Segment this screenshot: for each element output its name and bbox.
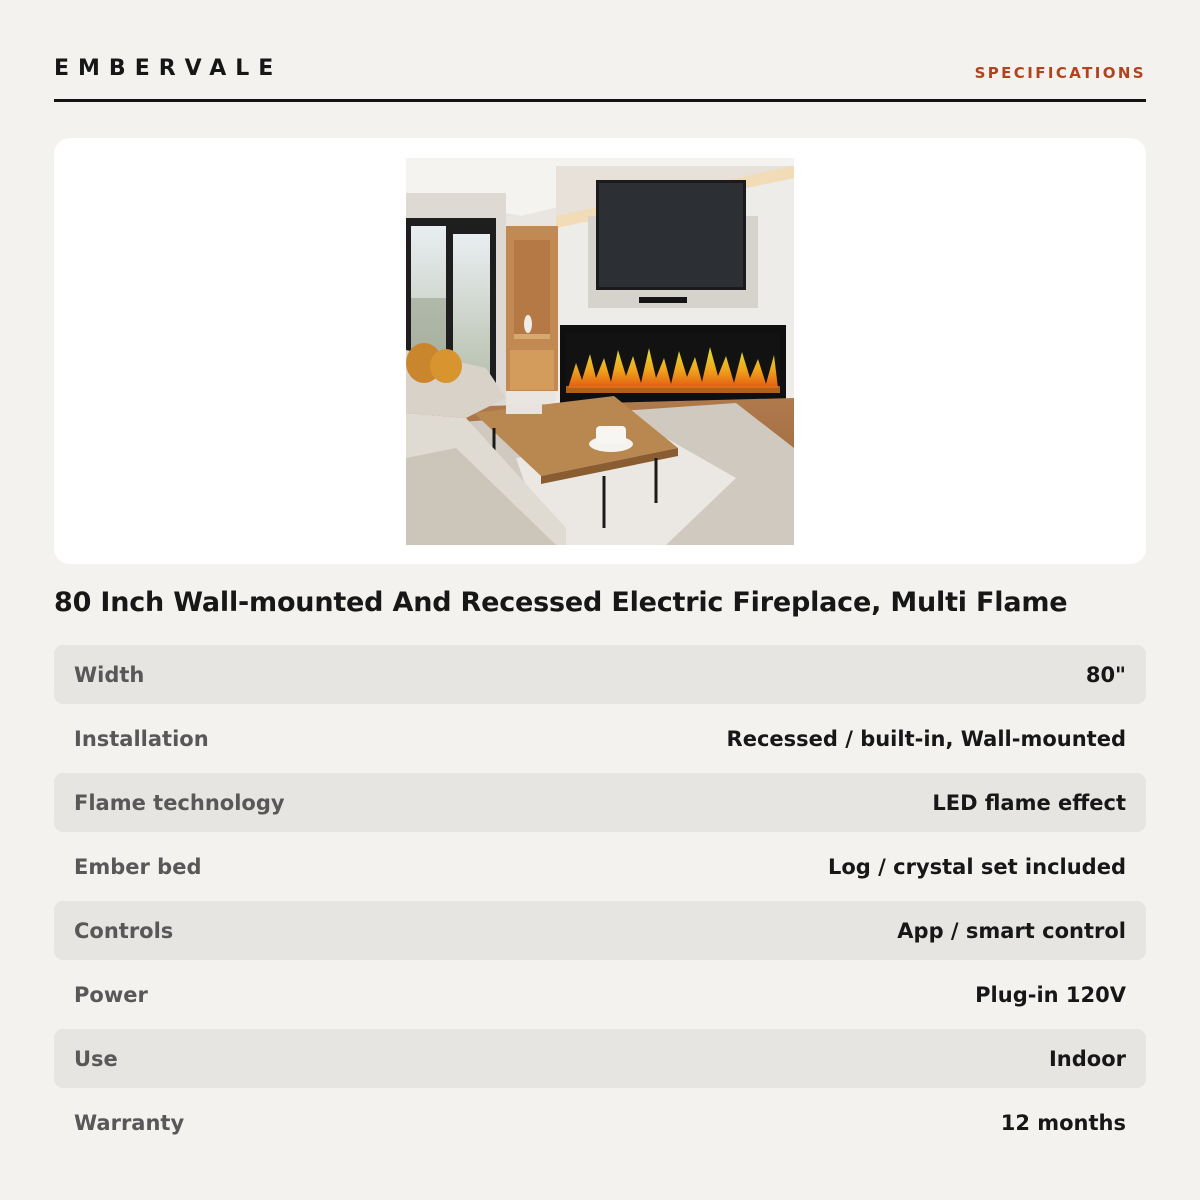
spec-label: Width	[74, 662, 145, 687]
spec-value: Indoor	[1048, 1046, 1126, 1071]
spec-value: Log / crystal set included	[828, 854, 1126, 879]
spec-table	[54, 645, 1146, 1157]
spec-label: Installation	[74, 726, 209, 751]
specifications-link[interactable]: SPECIFICATIONS	[974, 64, 1146, 82]
spec-row-controls	[54, 901, 1146, 960]
spec-row-width	[54, 645, 1146, 704]
spec-row-power	[54, 965, 1146, 1024]
spec-value: App / smart control	[897, 918, 1126, 943]
spec-value: 80"	[1085, 662, 1126, 687]
spec-label: Use	[74, 1046, 118, 1071]
spec-value: 12 months	[1000, 1110, 1126, 1135]
brand-logo[interactable]: EMBERVALE	[54, 56, 283, 81]
spec-label: Ember bed	[74, 854, 202, 879]
product-title: 80 Inch Wall-mounted And Recessed Electric Fireplace, Multi Flame	[54, 587, 1068, 618]
spec-row-flame-technology	[54, 773, 1146, 832]
spec-label: Power	[74, 982, 148, 1007]
spec-label: Warranty	[74, 1110, 185, 1135]
product-image-card	[54, 138, 1146, 564]
spec-value: Plug-in 120V	[975, 982, 1126, 1007]
spec-value: Recessed / built-in, Wall-mounted	[726, 726, 1126, 751]
site-header	[54, 50, 1146, 102]
spec-value: LED flame effect	[932, 790, 1126, 815]
spec-label: Flame technology	[74, 790, 285, 815]
spec-row-warranty	[54, 1093, 1146, 1152]
spec-row-ember-bed	[54, 837, 1146, 896]
spec-label: Controls	[74, 918, 174, 943]
spec-row-installation	[54, 709, 1146, 768]
product-photo	[406, 158, 794, 545]
spec-row-use	[54, 1029, 1146, 1088]
